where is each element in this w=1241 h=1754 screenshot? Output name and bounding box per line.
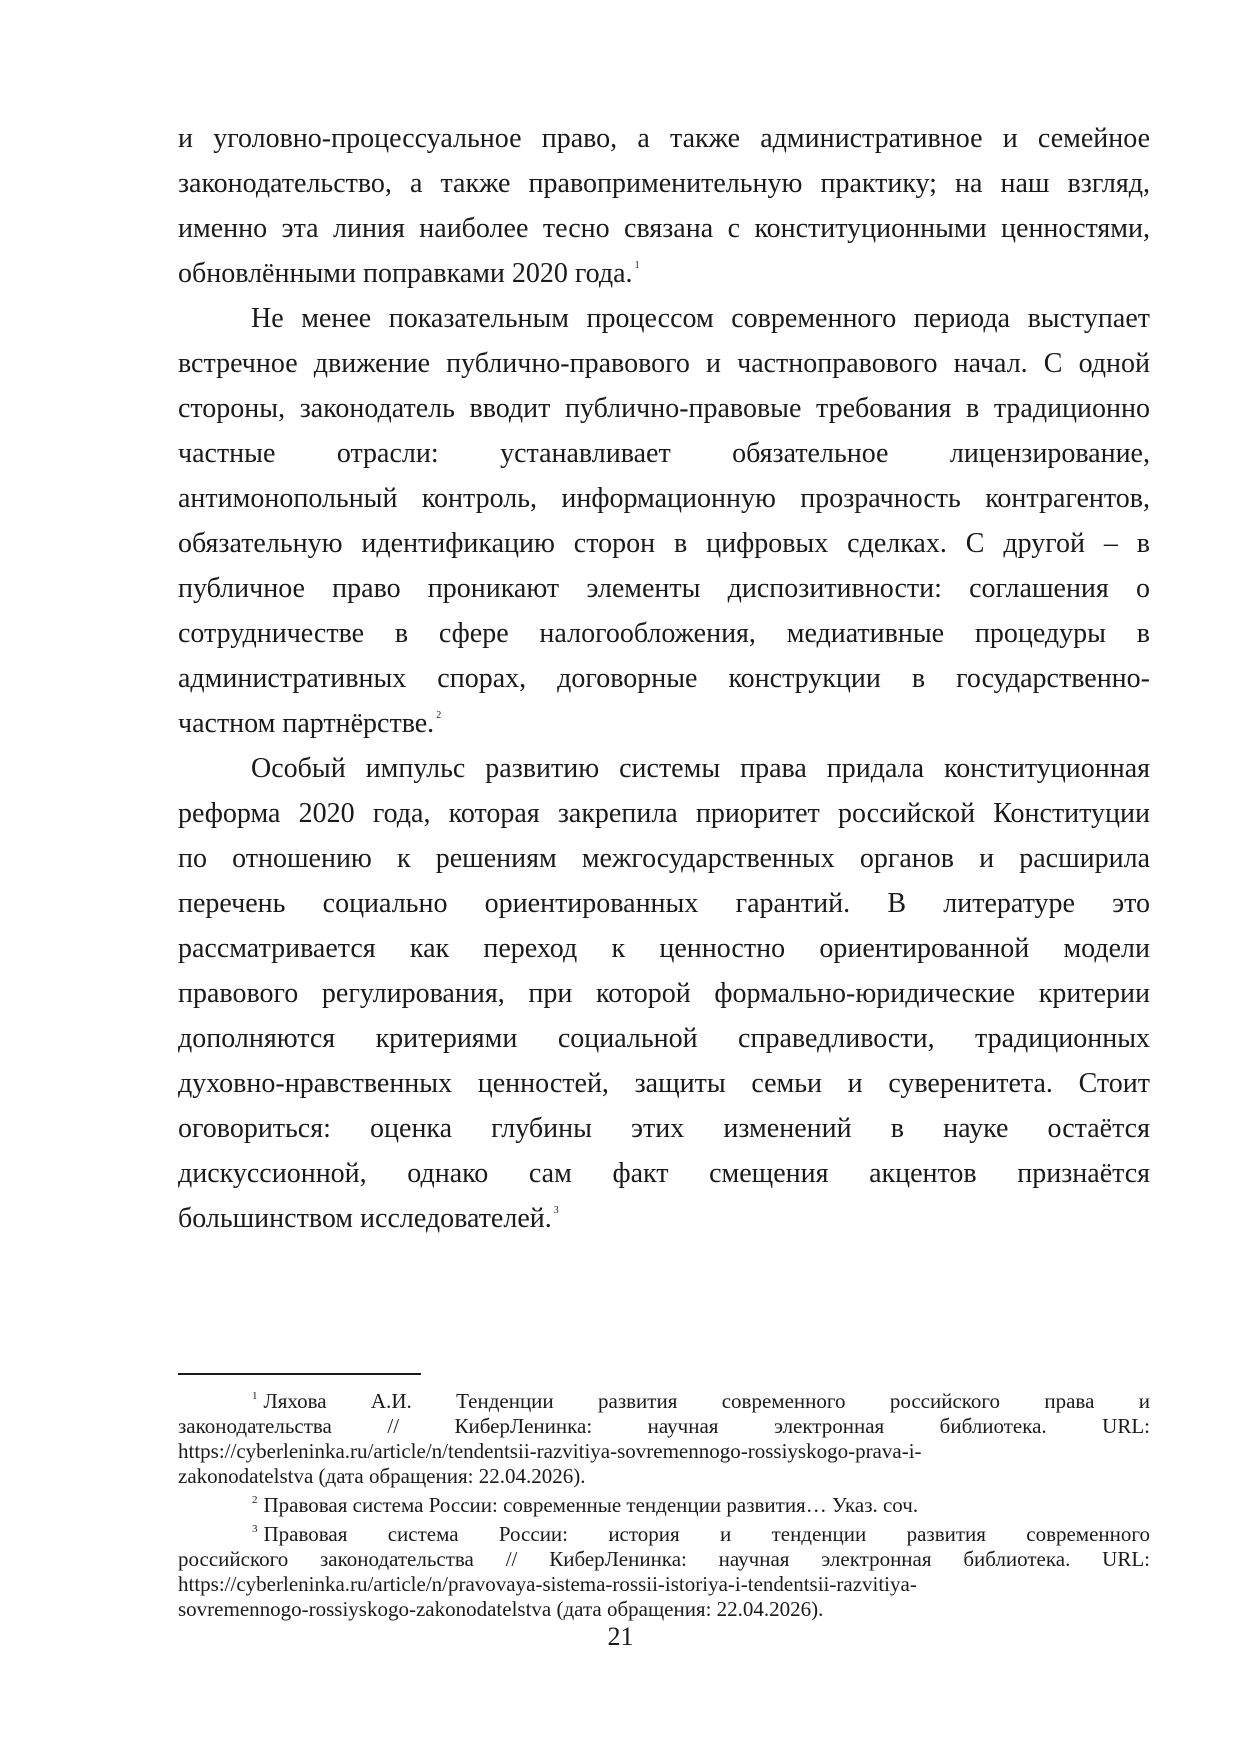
body-line: именно эта линия наиболее тесно связана с конституционными ценностями,	[178, 213, 1150, 244]
footnote-mark: 1	[252, 1390, 258, 1402]
body-line: публичное право проникают элементы диспозитивности: соглашения о	[178, 573, 1150, 604]
footnote-link[interactable]: https://cyberleninka.ru/article/n/pravovaya-sistema-rossii-istoriya-i-tendentsii-razvitiya-	[178, 1572, 917, 1596]
body-line: законодательство, а также правоприменительную практику; на наш взгляд,	[178, 168, 1150, 199]
footnote-line: законодательства // КиберЛенинка: научная электронная библиотека. URL:	[178, 1414, 1150, 1438]
body-line: обязательную идентификацию сторон в цифровых сделках. С другой – в	[178, 528, 1150, 559]
body-line: Особый импульс развитию системы права придала конституционная	[251, 753, 1150, 784]
page-number: 21	[607, 1622, 634, 1651]
footnote-link[interactable]: https://cyberleninka.ru/article/n/tendentsii-razvitiya-sovremennogo-rossiyskogo-prava-i-	[178, 1439, 922, 1463]
footnote-line: sovremennogo-rossiyskogo-zakonodatelstva (дата обращения: 22.04.2026).	[178, 1597, 824, 1621]
footnote-line	[252, 1522, 1150, 1547]
body-line: оговориться: оценка глубины этих изменений в науке остаётся	[178, 1113, 1150, 1144]
body-line: рассматривается как переход к ценностно ориентированной модели	[178, 933, 1150, 964]
footnote-line	[252, 1493, 1150, 1518]
body-line	[178, 707, 1150, 741]
footnote-text: Правовая система России: история и тенденции развития современного	[263, 1522, 1150, 1546]
body-line: антимонопольный контроль, информационную прозрачность контрагентов,	[178, 483, 1150, 514]
body-line-text: обновлёнными поправками 2020 года.	[178, 258, 633, 289]
body-line: стороны, законодатель вводит публично-правовые требования в традиционно	[178, 393, 1150, 424]
footnote-text: Правовая система России: современные тенденции развития… Указ. соч.	[263, 1493, 919, 1517]
footnote-line: zakonodatelstva (дата обращения: 22.04.2026).	[178, 1464, 586, 1488]
body-line: встречное движение публично-правового и частноправового начал. С одной	[178, 348, 1150, 379]
footnote-ref[interactable]: 2	[436, 710, 442, 721]
body-line: духовно-нравственных ценностей, защиты семьи и суверенитета. Стоит	[178, 1068, 1150, 1099]
footnote-line: российского законодательства // КиберЛенинка: научная электронная библиотека. URL:	[178, 1547, 1150, 1571]
footnote-text: Ляхова А.И. Тенденции развития современного российского права и	[263, 1389, 1150, 1413]
body-line: частные отрасли: устанавливает обязательное лицензирование,	[178, 438, 1150, 469]
footnote-ref[interactable]: 1	[634, 260, 640, 271]
footnote-separator	[178, 1373, 421, 1375]
body-line: и уголовно-процессуальное право, а также административное и семейное	[178, 123, 1150, 154]
body-line: административных спорах, договорные конструкции в государственно-	[178, 663, 1150, 694]
body-line-text: большинством исследователей.	[178, 1203, 552, 1234]
body-line: перечень социально ориентированных гарантий. В литературе это	[178, 888, 1150, 919]
footnote-line	[252, 1389, 1150, 1414]
footnote-mark: 3	[252, 1523, 258, 1535]
body-line: по отношению к решениям межгосударственных органов и расширила	[178, 843, 1150, 874]
body-line	[178, 257, 1150, 291]
body-line: сотрудничестве в сфере налогообложения, медиативные процедуры в	[178, 618, 1150, 649]
body-line: дискуссионной, однако сам факт смещения акцентов признаётся	[178, 1158, 1150, 1189]
body-line: реформа 2020 года, которая закрепила приоритет российской Конституции	[178, 798, 1150, 829]
body-line	[178, 1202, 1150, 1236]
footnote-mark: 2	[252, 1494, 258, 1506]
body-line-text: частном партнёрстве.	[178, 708, 435, 739]
body-line: дополняются критериями социальной справедливости, традиционных	[178, 1023, 1150, 1054]
footnote-ref[interactable]: 3	[553, 1205, 559, 1216]
body-line: правового регулирования, при которой формально-юридические критерии	[178, 978, 1150, 1009]
body-line: Не менее показательным процессом современного периода выступает	[251, 303, 1150, 334]
